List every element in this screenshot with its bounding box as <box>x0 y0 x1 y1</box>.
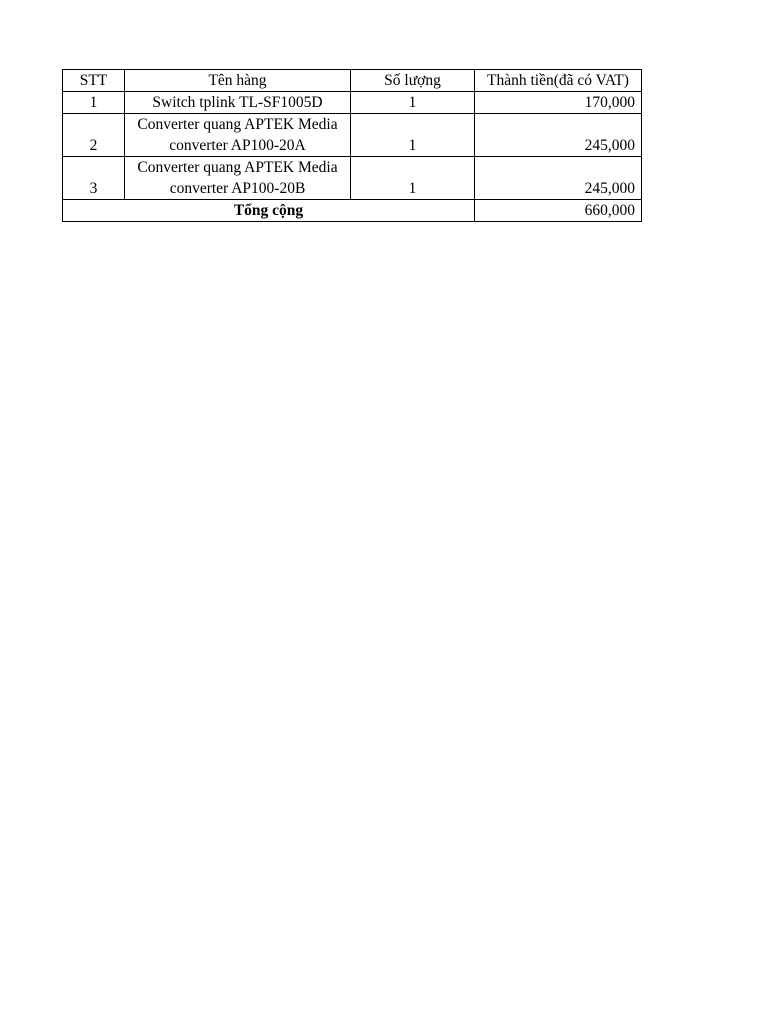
table-total-row <box>63 200 642 222</box>
cell-qty: 1 <box>351 157 475 200</box>
cell-amount: 170,000 <box>475 92 642 114</box>
table-row <box>63 92 642 114</box>
table-row <box>63 157 642 200</box>
invoice-table <box>62 69 642 222</box>
cell-name: Converter quang APTEK Media converter AP100-20A <box>125 114 351 157</box>
header-qty: Số lượng <box>351 70 475 92</box>
cell-stt: 1 <box>63 92 125 114</box>
cell-qty: 1 <box>351 92 475 114</box>
table-header-row <box>63 70 642 92</box>
cell-qty: 1 <box>351 114 475 157</box>
header-stt: STT <box>63 70 125 92</box>
header-name: Tên hàng <box>125 70 351 92</box>
cell-amount: 245,000 <box>475 114 642 157</box>
total-amount: 660,000 <box>475 200 642 222</box>
cell-name: Switch tplink TL-SF1005D <box>125 92 351 114</box>
cell-stt: 3 <box>63 157 125 200</box>
cell-stt: 2 <box>63 114 125 157</box>
invoice-table-container <box>62 69 642 222</box>
table-row <box>63 114 642 157</box>
total-label: Tổng cộng <box>63 200 475 222</box>
cell-name: Converter quang APTEK Media converter AP100-20B <box>125 157 351 200</box>
cell-amount: 245,000 <box>475 157 642 200</box>
header-amount: Thành tiền(đã có VAT) <box>475 70 642 92</box>
